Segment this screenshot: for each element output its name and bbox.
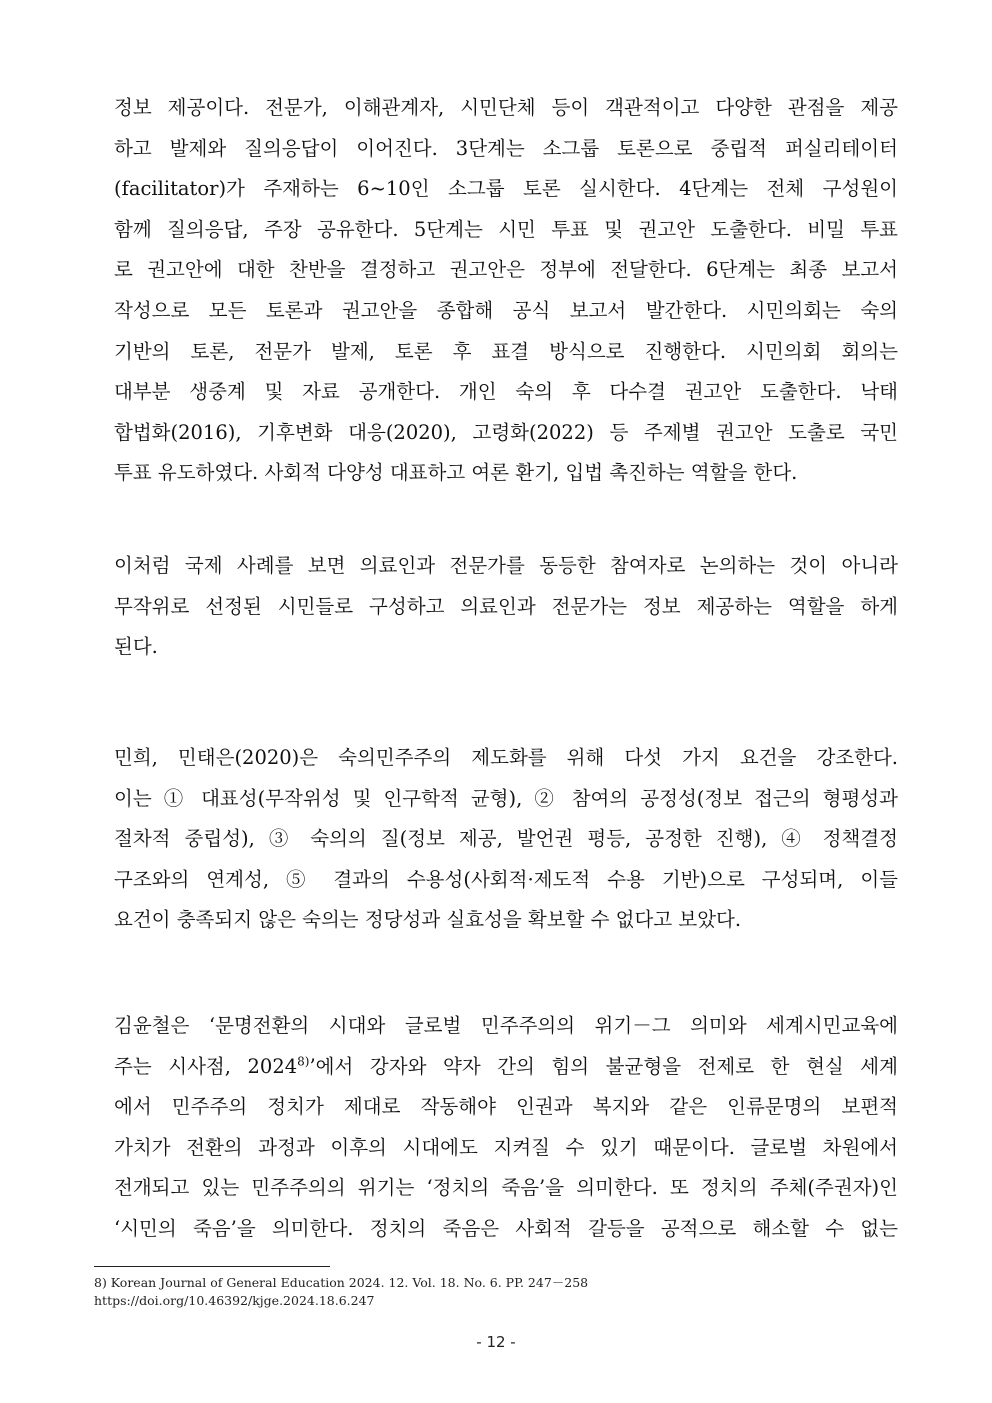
text-line: 기반의 토론, 전문가 발제, 토론 후 표결 방식으로 진행한다. 시민의회 회의는 xyxy=(114,339,898,363)
footnote-doi-link[interactable]: https://doi.org/10.46392/kjge.2024.18.6.247 xyxy=(94,1293,375,1308)
paragraph-citizens-assembly-steps xyxy=(114,88,898,494)
text-line: 에서 민주주의 정치가 제대로 작동해야 인권과 복지와 같은 인류문명의 보편적 xyxy=(114,1095,898,1119)
page-number: - 12 - xyxy=(476,1333,516,1351)
text-line: 함께 질의응답, 주장 공유한다. 5단계는 시민 투표 및 권고안 도출한다. 비밀 투표 xyxy=(114,217,898,241)
text-line: 전개되고 있는 민주주의의 위기는 ‘정치의 죽음’을 의미한다. 또 정치의 주체(주권자)인 xyxy=(114,1176,898,1200)
paragraph-democracy-crisis xyxy=(114,1006,898,1250)
paragraph-international-cases xyxy=(114,546,898,668)
text-line: 요건이 충족되지 않은 숙의는 정당성과 실효성을 확보할 수 없다고 보았다. xyxy=(114,908,742,932)
text-segment: ’에서 강자와 약자 간의 힘의 불균형을 전제로 한 현실 세계 xyxy=(309,1054,898,1078)
text-line: 민희, 민태은(2020)은 숙의민주주의 제도화를 위해 다섯 가지 요건을 강조한다. xyxy=(114,746,898,769)
text-line: 무작위로 선정된 시민들로 구성하고 의료인과 전문가는 정보 제공하는 역할을 하게 xyxy=(114,594,898,618)
footnote-reference[interactable]: 8) xyxy=(297,1054,310,1069)
text-line: 로 권고안에 대한 찬반을 결정하고 권고안은 정부에 전달한다. 6단계는 최종 보고서 xyxy=(114,258,898,282)
text-line: 이처럼 국제 사례를 보면 의료인과 전문가를 동등한 참여자로 논의하는 것이 아니라 xyxy=(114,554,898,577)
footnote xyxy=(94,1274,894,1310)
text-line: 구조와의 연계성, ⑤ 결과의 수용성(사회적·제도적 수용 기반)으로 구성되며, 이들 xyxy=(114,867,898,891)
text-line: 작성으로 모든 토론과 권고안을 종합해 공식 보고서 발간한다. 시민의회는 숙의 xyxy=(114,298,898,322)
footnote-citation: 8) Korean Journal of General Education 2024. 12. Vol. 18. No. 6. PP. 247－258 xyxy=(94,1275,589,1290)
text-line: 합법화(2016), 기후변화 대응(2020), 고령화(2022) 등 주제별 권고안 도출로 국민 xyxy=(114,420,898,444)
text-line: 이는 ① 대표성(무작위성 및 인구학적 균형), ② 참여의 공정성(정보 접근의 형평성과 xyxy=(114,786,898,810)
paragraph-five-requirements xyxy=(114,738,898,941)
text-line: 김윤철은 ‘문명전환의 시대와 글로벌 민주주의의 위기－그 의미와 세계시민교육에 xyxy=(114,1014,898,1037)
text-line: 하고 발제와 질의응답이 이어진다. 3단계는 소그룹 토론으로 중립적 퍼실리테이터 xyxy=(114,136,898,160)
text-line: (facilitator)가 주재하는 6~10인 소그룹 토론 실시한다. 4단계는 전체 구성원이 xyxy=(114,177,898,201)
text-line xyxy=(114,1047,898,1088)
text-line: ‘시민의 죽음’을 의미한다. 정치의 죽음은 사회적 갈등을 공적으로 해소할 수 없는 xyxy=(114,1216,898,1240)
text-line: 대부분 생중계 및 자료 공개한다. 개인 숙의 후 다수결 권고안 도출한다. 낙태 xyxy=(114,380,898,404)
text-line: 된다. xyxy=(114,635,158,659)
footnote-divider xyxy=(94,1266,330,1267)
text-line: 정보 제공이다. 전문가, 이해관계자, 시민단체 등이 객관적이고 다양한 관점을 제공 xyxy=(114,96,898,119)
text-line: 절차적 중립성), ③ 숙의의 질(정보 제공, 발언권 평등, 공정한 진행), ④ 정책결정 xyxy=(114,827,898,851)
text-line: 가치가 전환의 과정과 이후의 시대에도 지켜질 수 있기 때문이다. 글로벌 차원에서 xyxy=(114,1135,898,1159)
text-segment: 주는 시사점, 2024 xyxy=(114,1054,298,1078)
text-line: 투표 유도하였다. 사회적 다양성 대표하고 여론 환기, 입법 촉진하는 역할을 한다. xyxy=(114,461,798,485)
